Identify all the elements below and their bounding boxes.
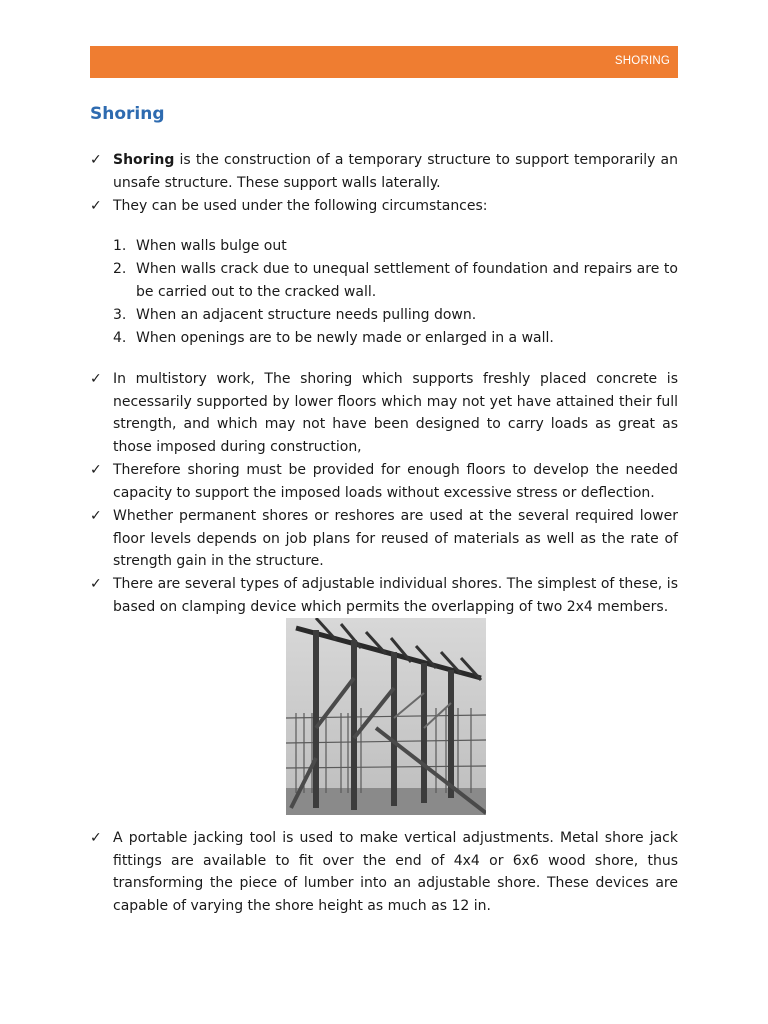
list-number: 3. [113, 307, 127, 323]
list-number: 2. [113, 261, 127, 277]
page-title: Shoring [90, 104, 165, 124]
header-label: SHORING [614, 55, 670, 67]
intro-paragraph [113, 149, 678, 194]
list-item: When openings are to be newly made or enlarged in a wall. [136, 330, 554, 346]
list-number: 4. [113, 330, 127, 346]
check-icon: ✓ [90, 371, 102, 387]
bullet-paragraph: Therefore shoring must be provided for enough floors to develop the needed capacity to support the imposed loads without excessive stress or deflection. [113, 462, 678, 501]
check-icon: ✓ [90, 462, 102, 478]
bullet-paragraph: There are several types of adjustable individual shores. The simplest of these, is based on clamping device which permits the overlapping of two 2x4 members. [113, 576, 678, 615]
list-item: When walls crack due to unequal settlement of foundation and repairs are to be carried out to the cracked wall. [136, 261, 678, 300]
check-icon: ✓ [90, 576, 102, 592]
check-icon: ✓ [90, 198, 102, 214]
bullet-paragraph: Whether permanent shores or reshores are used at the several required lower floor levels depends on job plans for reused of materials as well as the rate of strength gain in the structure. [113, 508, 678, 569]
circumstances-intro: They can be used under the following circumstances: [113, 198, 488, 214]
check-icon: ✓ [90, 508, 102, 524]
intro-text: is the construction of a temporary structure to support temporarily an unsafe structure. These support walls laterally. [113, 152, 678, 191]
intro-bold-term: Shoring [113, 152, 175, 168]
list-item: When an adjacent structure needs pulling down. [136, 307, 477, 323]
bullet-paragraph: A portable jacking tool is used to make vertical adjustments. Metal shore jack fittings are available to fit over the end of 4x4 or 6x6 wood shore, thus transforming the piece of lumber into an adjustable shore. These devices are capable of varying the shore height as much as 12 in. [113, 830, 678, 914]
shoring-photo [286, 618, 486, 815]
check-icon: ✓ [90, 830, 102, 846]
bullet-paragraph: In multistory work, The shoring which supports freshly placed concrete is necessarily supported by lower floors which may not yet have attained their full strength, and which may not have been designed to carry loads as great as those imposed during construction, [113, 371, 678, 455]
list-number: 1. [113, 238, 127, 254]
list-item: When walls bulge out [136, 238, 287, 254]
check-icon: ✓ [90, 152, 102, 168]
header-bar [90, 46, 678, 78]
